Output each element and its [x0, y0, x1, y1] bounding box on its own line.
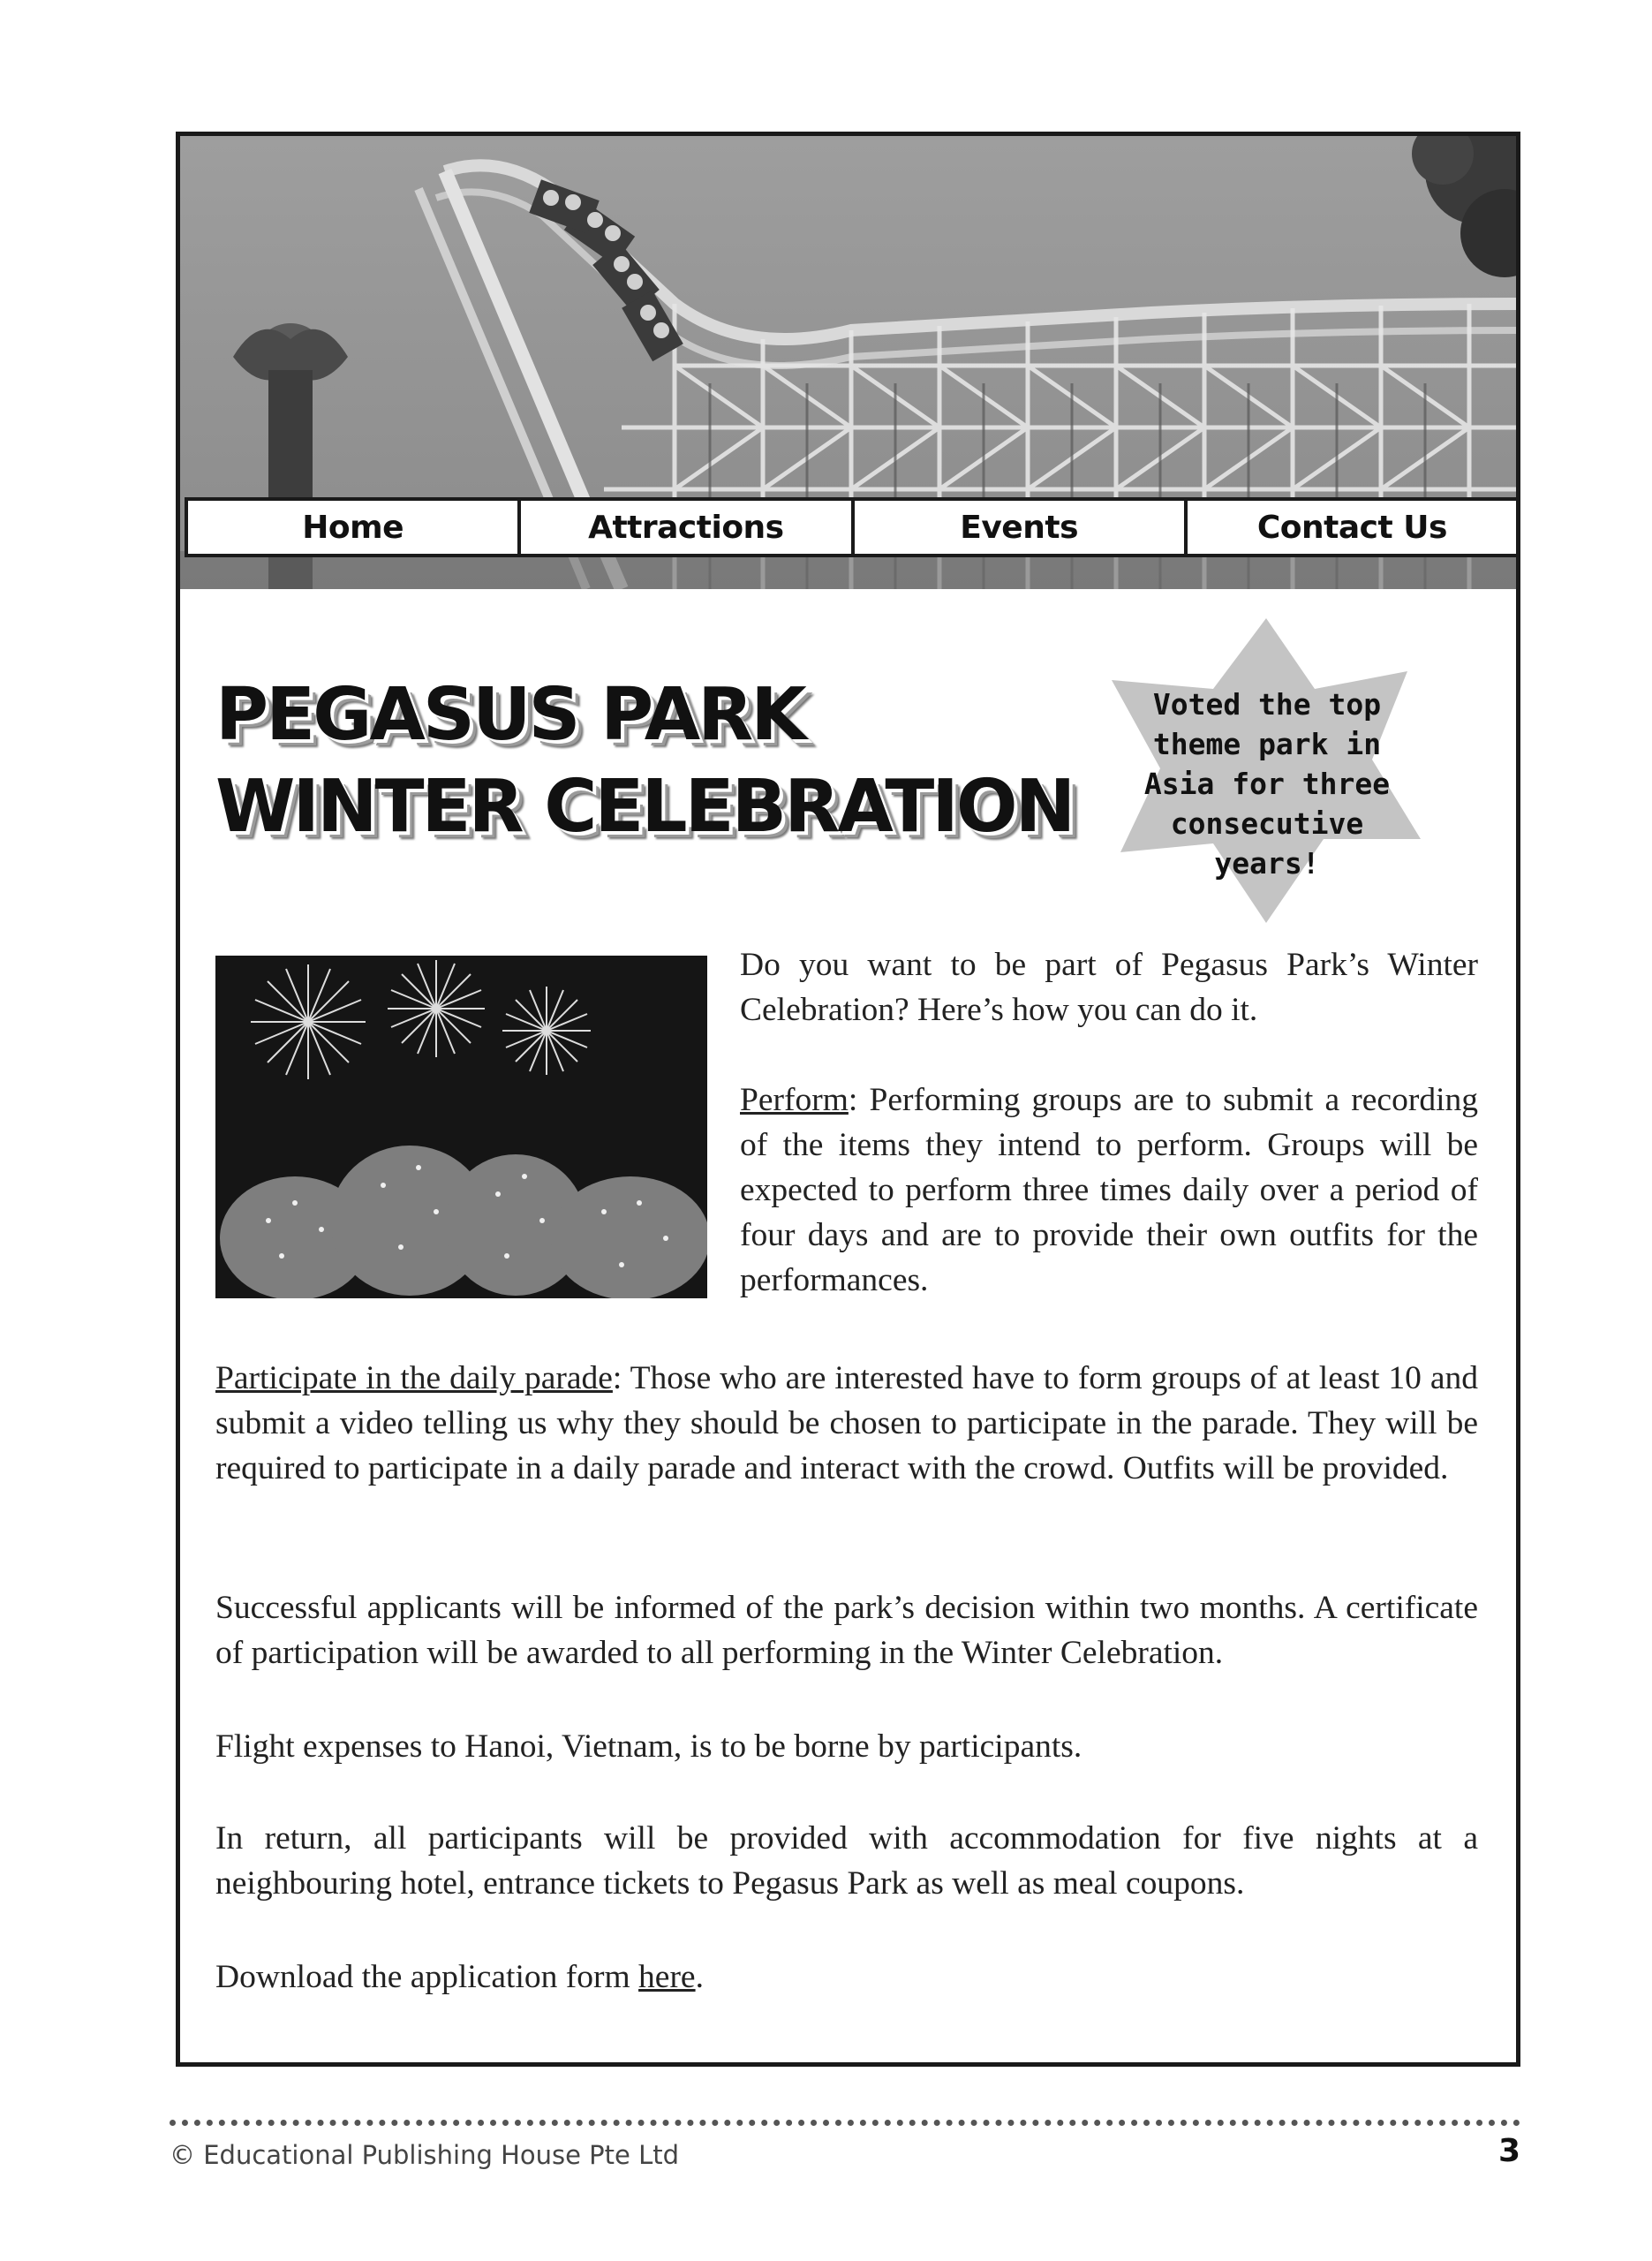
download-paragraph: [215, 1955, 1478, 2000]
intro-paragraph: Do you want to be part of Pegasus Park’s Winter Celebration? Here’s how you can do it.: [740, 947, 1478, 1028]
parade-paragraph: [215, 1356, 1478, 1491]
intro-section: [740, 942, 1478, 1303]
flight-paragraph: Flight expenses to Hanoi, Vietnam, is to be borne by participants.: [215, 1728, 1082, 1765]
download-suffix: .: [695, 1959, 704, 1995]
page-number: 3: [1497, 2133, 1520, 2169]
badge-line-2: theme park in: [1152, 727, 1382, 761]
award-badge-text: [1121, 684, 1413, 883]
nav-home[interactable]: Home: [188, 501, 521, 554]
page-title-line-1: PEGASUS PARK: [215, 673, 804, 757]
badge-line-3: Asia for three: [1143, 767, 1391, 801]
perform-label: Perform: [740, 1082, 849, 1118]
return-paragraph: In return, all participants will be provided with accommodation for five nights at a neighbouring hotel, entrance tickets to Pegasus Park as well as meal coupons.: [215, 1820, 1478, 1902]
badge-line-4: consecutive years!: [1170, 806, 1364, 881]
nav-contact-us[interactable]: Contact Us: [1256, 509, 1447, 546]
badge-line-1: Voted the top: [1152, 687, 1382, 722]
fireworks-image: [215, 956, 707, 1298]
download-link[interactable]: here: [638, 1959, 696, 1995]
fireworks-illustration: [215, 956, 707, 1298]
nav-attractions[interactable]: Attractions: [521, 501, 854, 554]
successful-paragraph: Successful applicants will be informed of the park’s decision within two months. A certificate of participation will be awarded to all performing in the Winter Celebration.: [215, 1590, 1478, 1671]
page-title: [215, 669, 1073, 853]
footer-divider: [170, 2120, 1520, 2126]
parade-text: : Those who are interested have to form groups of at least 10 and submit a video telling us why they should be chosen to participate in the parade. They will be required to participate in a daily parade and interact with the crowd. Outfits will be provided.: [215, 1360, 1478, 1486]
copyright-notice: © Educational Publishing House Pte Ltd: [170, 2140, 680, 2170]
page-title-line-2: WINTER CELEBRATION: [215, 765, 1074, 849]
nav-events[interactable]: Events: [855, 501, 1188, 554]
main-navigation: [185, 497, 1520, 557]
perform-paragraph: [740, 1078, 1478, 1303]
download-prefix: Download the application form: [215, 1959, 639, 1995]
perform-text: : Performing groups are to submit a recording of the items they intend to perform. Groups will be expected to perform three times daily over a period of four days and are to provide their own outfits for the performances.: [740, 1082, 1478, 1298]
parade-label: Participate in the daily parade: [215, 1360, 613, 1396]
